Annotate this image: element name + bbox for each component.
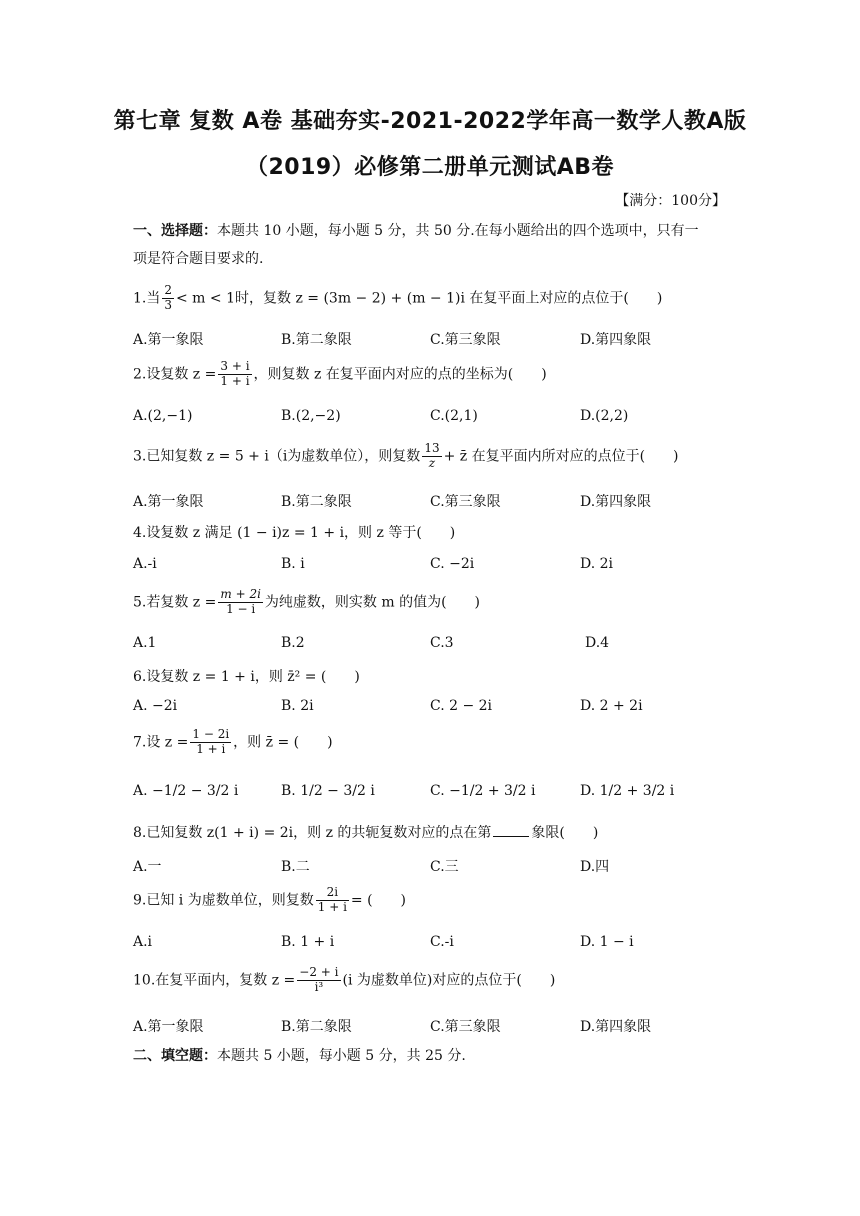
q1-frac-den: 3: [164, 297, 172, 312]
q7-option-c: C. −1/2 + 3/2 i: [430, 783, 536, 799]
q8-text-a: 8.已知复数 z(1 + i) = 2i，则 z 的共轭复数对应的点在第: [133, 825, 492, 841]
q2-frac-num: 3 + i: [220, 359, 250, 373]
section1-line2: 项是符合题目要求的.: [133, 251, 264, 267]
q9-frac-den: 1 + i: [317, 899, 347, 914]
q2-option-a: A.(2,−1): [133, 408, 193, 424]
section2-line: [133, 1045, 466, 1065]
q3-prefix: 3.已知复数 z = 5 + i（i为虚数单位），则复数: [133, 448, 421, 465]
question-1: [133, 284, 662, 313]
q1-option-c: C.第三象限: [430, 332, 501, 348]
q9-option-d: D. 1 − i: [580, 934, 634, 950]
q10-text: (i 为虚数单位)对应的点位于( ): [342, 972, 556, 989]
q10-fraction: [297, 966, 340, 995]
q3-frac-den: z: [428, 455, 436, 470]
question-2: [133, 360, 547, 389]
q4-option-d: D. 2i: [580, 556, 614, 572]
q8-option-a: A.一: [133, 859, 162, 875]
title-line-2: （2019）必修第二册单元测试AB卷: [245, 155, 615, 180]
q8-blank: [493, 836, 529, 837]
q4-option-c: C. −2i: [430, 556, 475, 572]
question-9: [133, 886, 406, 915]
question-8: [133, 822, 598, 842]
q8-option-d: D.四: [580, 859, 610, 875]
section2-desc: 本题共 5 小题，每小题 5 分，共 25 分.: [217, 1048, 466, 1064]
q8-option-b: B.二: [281, 859, 310, 875]
q2-fraction: [218, 360, 251, 389]
q2-text: ，则复数 z 在复平面内对应的点的坐标为( ): [253, 366, 547, 383]
q9-frac-num: 2i: [316, 886, 349, 901]
q5-option-a: A.1: [133, 635, 157, 651]
question-6: 6.设复数 z = 1 + i，则 z̄² = ( ): [133, 669, 360, 685]
q5-option-b: B.2: [281, 635, 305, 651]
q4-option-b: B. i: [281, 556, 305, 572]
question-10: [133, 966, 555, 995]
q7-option-d: D. 1/2 + 3/2 i: [580, 783, 675, 799]
q7-text: ，则 z̄ = ( ): [233, 734, 333, 751]
q5-prefix: 5.若复数 z =: [133, 594, 217, 611]
question-4: 4.设复数 z 满足 (1 − i)z = 1 + i，则 z 等于( ): [133, 525, 456, 541]
q3-option-c: C.第三象限: [430, 494, 501, 510]
q9-option-b: B. 1 + i: [281, 934, 335, 950]
q2-prefix: 2.设复数 z =: [133, 366, 217, 383]
q7-frac-den: 1 + i: [196, 741, 226, 756]
q1-option-a: A.第一象限: [133, 332, 204, 348]
q3-frac-num: 13: [424, 441, 440, 455]
q2-frac-den: 1 + i: [220, 373, 250, 388]
q5-fraction: [218, 588, 263, 617]
q9-text: = ( ): [350, 892, 407, 909]
q2-option-c: C.(2,1): [430, 408, 478, 424]
section1-line1: [133, 220, 699, 240]
q5-option-d: D.4: [585, 635, 610, 651]
q3-option-b: B.第二象限: [281, 494, 352, 510]
section1-desc: 本题共 10 小题，每小题 5 分，共 50 分.在每小题给出的四个选项中，只有一: [217, 223, 699, 239]
q10-option-b: B.第二象限: [281, 1019, 352, 1035]
title-line-1: 第七章 复数 A卷 基础夯实-2021-2022学年高一数学人教A版: [113, 109, 747, 134]
q7-option-b: B. 1/2 − 3/2 i: [281, 783, 375, 799]
question-3: [133, 442, 679, 471]
q10-frac-den: i³: [314, 979, 324, 994]
q7-fraction: [190, 728, 231, 757]
q1-option-d: D.第四象限: [580, 332, 652, 348]
q6-option-a: A. −2i: [133, 698, 178, 714]
q10-prefix: 10.在复平面内，复数 z =: [133, 972, 296, 989]
q8-option-c: C.三: [430, 859, 459, 875]
q8-text-b: 象限( ): [531, 825, 599, 841]
q9-option-a: A.i: [133, 934, 153, 950]
q10-option-a: A.第一象限: [133, 1019, 204, 1035]
q2-option-b: B.(2,−2): [281, 408, 341, 424]
q9-option-c: C.-i: [430, 934, 454, 950]
q7-prefix: 7.设 z =: [133, 734, 189, 751]
q1-fraction: [162, 284, 174, 313]
q7-frac-num: 1 − 2i: [192, 727, 230, 741]
full-score: 【满分：100分】: [615, 193, 726, 209]
q1-frac-num: 2: [164, 283, 172, 297]
q5-frac-den: 1 − i: [226, 601, 256, 616]
section1-heading: 一、选择题：: [133, 223, 217, 239]
q9-fraction: [316, 886, 349, 915]
q9-prefix: 9.已知 i 为虚数单位，则复数: [133, 892, 314, 909]
q1-option-b: B.第二象限: [281, 332, 352, 348]
q3-option-a: A.第一象限: [133, 494, 204, 510]
question-7: [133, 728, 333, 757]
q1-prefix: 1.当: [133, 290, 161, 307]
q5-frac-num: m + 2i: [220, 587, 261, 601]
q10-option-d: D.第四象限: [580, 1019, 652, 1035]
q2-option-d: D.(2,2): [580, 408, 629, 424]
q3-fraction: [422, 442, 441, 471]
q1-text: < m < 1时，复数 z = (3m − 2) + (m − 1)i 在复平面上对应的点位于( ): [176, 290, 663, 307]
section2-heading: 二、填空题：: [133, 1048, 217, 1064]
q10-frac-num: −2 + i: [299, 965, 339, 979]
q5-text: 为纯虚数，则实数 m 的值为( ): [264, 594, 481, 611]
q10-option-c: C.第三象限: [430, 1019, 501, 1035]
q6-option-c: C. 2 − 2i: [430, 698, 493, 714]
q5-option-c: C.3: [430, 635, 454, 651]
q6-option-b: B. 2i: [281, 698, 314, 714]
q3-text: + z̄ 在复平面内所对应的点位于( ): [443, 448, 679, 465]
q7-option-a: A. −1/2 − 3/2 i: [133, 783, 239, 799]
q4-option-a: A.-i: [133, 556, 157, 572]
question-5: [133, 588, 480, 617]
q6-option-d: D. 2 + 2i: [580, 698, 643, 714]
q3-option-d: D.第四象限: [580, 494, 652, 510]
